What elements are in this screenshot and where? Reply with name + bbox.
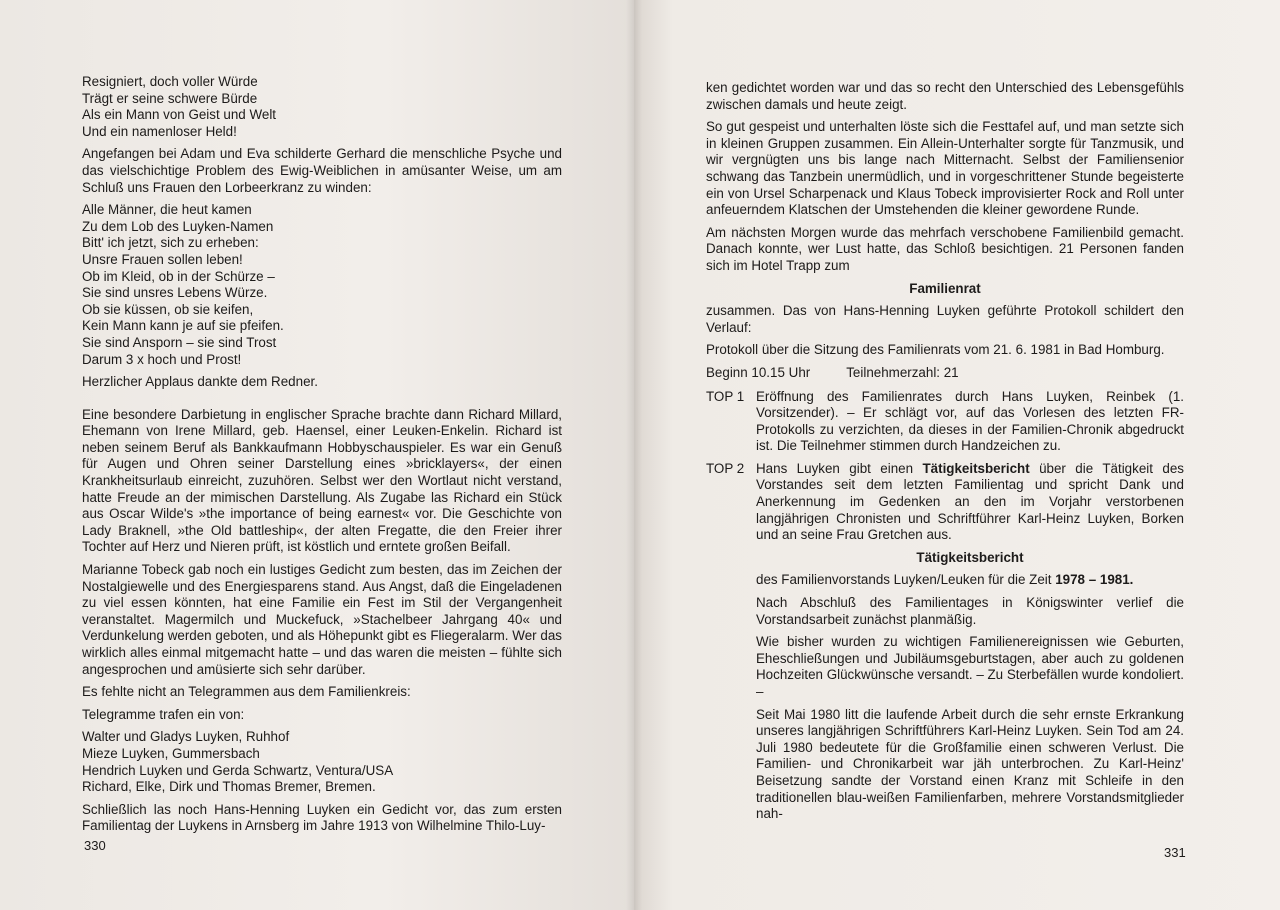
paragraph: Eine besondere Darbietung in englischer Sprache brachte dann Richard Millard, Ehemann von Irene Millard, geb. Haensel, einer Leuken-Enkelin. Richard ist neben seinem Beruf als Bankkaufmann Hobbyschauspieler. Es war ein Genuß für Augen und Ohren seiner Darstellung eines »bricklayers«, der einen Krankheitsurlaub einreicht, zuzuhören. Selbst wer den Wortlaut nicht verstand, hatte Freude an der mimischen Darstellung. Als Zugabe las Richard ein Stück aus Oscar Wilde's »the importance of being earnest« vor. Die Geschichte von Lady Braknell, »the Old battleship«, der alten Fregatte, die den Freier ihrer Tochter auf Herz und Nieren prüft, ist köstlich und erntete großen Beifall. bbox=[82, 406, 562, 555]
verse-line: Trägt er seine schwere Bürde bbox=[82, 90, 258, 106]
sender-line: Richard, Elke, Dirk und Thomas Bremer, Bremen. bbox=[82, 779, 376, 795]
meeting-meta bbox=[706, 365, 1184, 382]
agenda-label: TOP 2 bbox=[706, 460, 745, 476]
agenda-text-part: über die Tätigkeit des Vorstandes seit dem letzten Familientag und spricht Dank und Anerkennung im Gedenken an den im Vorjahr verstorbenen langjährigen Chronisten und Schriftführer Karl-Heinz Luyken, Borken und an seine Frau Gretchen aus. bbox=[756, 460, 1184, 543]
paragraph: So gut gespeist und unterhalten löste sich die Festtafel auf, und man setzte sich in kleinen Gruppen zusammen. Ein Allein-Unterhalter sorgte für Tanzmusik, und wir vergnügten uns bis lange nach Mitternacht. Selbst der Familiensenior schwang das Tanzbein unermüdlich, und in vorgeschrittener Stunde begeisterte ein von Ursel Scharpenack und Klaus Tobeck improvisierter Rock and Roll unter anfeuerndem Klatschen der Umstehenden die kleiner gewordene Runde. bbox=[706, 119, 1184, 218]
paragraph: zusammen. Das von Hans-Henning Luyken geführte Protokoll schildert den Verlauf: bbox=[706, 303, 1184, 335]
section-heading: Familienrat bbox=[909, 280, 981, 296]
paragraph: Wie bisher wurden zu wichtigen Familienereignissen wie Geburten, Eheschließungen und Jubiläumsgeburtstagen, aber auch zu goldenen Hochzeiten Glückwünsche versandt. – Zu Sterbefällen wurde kondoliert. – bbox=[756, 634, 1184, 699]
paragraph: Angefangen bei Adam und Eva schilderte Gerhard die menschliche Psyche und das vielschichtige Problem des Ewig-Weiblichen in amüsanter Weise, um am Schluß uns Frauen den Lorbeerkranz zu winden: bbox=[82, 146, 562, 195]
paragraph: Nach Abschluß des Familientages in Königswinter verlief die Vorstandsarbeit zunächst planmäßig. bbox=[756, 595, 1184, 627]
paragraph bbox=[756, 572, 1184, 589]
sender-line: Mieze Luyken, Gummersbach bbox=[82, 745, 260, 761]
page-number: 331 bbox=[1164, 845, 1186, 860]
verse-line: Bitt' ich jetzt, sich zu erheben: bbox=[82, 235, 259, 251]
meeting-begin: Beginn 10.15 Uhr bbox=[706, 364, 811, 380]
paragraph: ken gedichtet worden war und das so recht den Unterschied des Lebensgefühls zwischen damals und heute zeigt. bbox=[706, 80, 1184, 112]
paragraph: Protokoll über die Sitzung des Familienrats vom 21. 6. 1981 in Bad Homburg. bbox=[706, 342, 1165, 358]
paragraph: Seit Mai 1980 litt die laufende Arbeit durch die sehr ernste Erkrankung unseres langjährigen Schriftführers Karl-Heinz Luyken. Sein Tod am 24. Juli 1980 bedeutete für die Großfamilie einen schweren Verlust. Die Familien- und Chronikarbeit war jäh unterbrochen. Zu Karl-Heinz' Beisetzung sandte der Vorstand einen Kranz mit Schleife in den traditionellen blau-weißen Familienfarben, mehrere Vorstandsmitglieder nah- bbox=[756, 706, 1184, 822]
verse-1 bbox=[82, 74, 562, 140]
agenda-text: Eröffnung des Familienrates durch Hans Luyken, Reinbek (1. Vorsitzender). – Er schlägt vor, auf das Vorlesen des letzten FR-Protokolls zu verzichten, da dieses in der Familien-Chronik abgedruckt ist. Die Teilnehmer stimmen durch Handzeichen zu. bbox=[756, 388, 1184, 454]
right-text-column bbox=[706, 80, 1184, 829]
verse-line: Ob sie küssen, ob sie keifen, bbox=[82, 301, 254, 317]
agenda-label: TOP 1 bbox=[706, 388, 745, 404]
verse-line: Alle Männer, die heut kamen bbox=[82, 202, 252, 218]
page-number: 330 bbox=[84, 838, 106, 853]
section-heading: Tätigkeitsbericht bbox=[916, 549, 1024, 565]
report-text-part: des Familienvorstands Luyken/Leuken für die Zeit bbox=[756, 572, 1056, 588]
verse-line: Darum 3 x hoch und Prost! bbox=[82, 351, 242, 367]
spacer bbox=[82, 397, 562, 407]
right-page bbox=[634, 0, 1280, 910]
verse-line: Sie sind Ansporn – sie sind Trost bbox=[82, 334, 277, 350]
agenda-item-1 bbox=[706, 389, 1184, 455]
agenda-text-part: Hans Luyken gibt einen bbox=[756, 460, 923, 476]
meeting-participants: Teilnehmerzahl: 21 bbox=[846, 364, 959, 380]
book-gutter bbox=[626, 0, 642, 910]
verse-2 bbox=[82, 202, 562, 368]
paragraph: Herzlicher Applaus dankte dem Redner. bbox=[82, 374, 318, 390]
report-block bbox=[756, 550, 1184, 823]
paragraph: Telegramme trafen ein von: bbox=[82, 706, 245, 722]
sender-line: Walter und Gladys Luyken, Ruhhof bbox=[82, 729, 290, 745]
left-page bbox=[0, 0, 634, 910]
sender-line: Hendrich Luyken und Gerda Schwartz, Ventura/USA bbox=[82, 762, 394, 778]
agenda-text-bold: Tätigkeitsbericht bbox=[922, 460, 1030, 476]
telegram-senders bbox=[82, 729, 562, 795]
paragraph: Am nächsten Morgen wurde das mehrfach verschobene Familienbild gemacht. Danach konnte, wer Lust hatte, das Schloß besichtigen. 21 Personen fanden sich im Hotel Trapp zum bbox=[706, 224, 1184, 273]
verse-line: Und ein namenloser Held! bbox=[82, 123, 237, 139]
paragraph: Schließlich las noch Hans-Henning Luyken ein Gedicht vor, das zum ersten Familientag der Luykens in Arnsberg im Jahre 1913 von Wilhelmine Thilo-Luy- bbox=[82, 801, 562, 834]
report-period: 1978 – 1981. bbox=[1055, 572, 1134, 588]
verse-line: Kein Mann kann je auf sie pfeifen. bbox=[82, 318, 284, 334]
verse-line: Zu dem Lob des Luyken-Namen bbox=[82, 218, 274, 234]
verse-line: Als ein Mann von Geist und Welt bbox=[82, 107, 277, 123]
paragraph: Marianne Tobeck gab noch ein lustiges Gedicht zum besten, das im Zeichen der Nostalgiewelle und des Energiesparens stand. Aus Angst, daß die Eingeladenen zu viel essen könnten, hat eine Familie ein Fest im Stil der Vergangenheit veranstaltet. Magermilch und Muckefuck, »Stachelbeer Jahrgang 40« und Verdunkelung werden geboten, und als Höhepunkt gibt es Fliegeralarm. Wer das wirklich alles einmal mitgemacht hatte – und das waren die meisten – fühlte sich angesprochen und amüsierte sich sehr darüber. bbox=[82, 562, 562, 677]
verse-line: Sie sind unsres Lebens Würze. bbox=[82, 285, 268, 301]
verse-line: Unsre Frauen sollen leben! bbox=[82, 251, 243, 267]
left-text-column bbox=[82, 74, 562, 841]
verse-line: Resigniert, doch voller Würde bbox=[82, 74, 258, 89]
agenda-text bbox=[756, 461, 1184, 544]
verse-line: Ob im Kleid, ob in der Schürze – bbox=[82, 268, 275, 284]
paragraph: Es fehlte nicht an Telegrammen aus dem Familienkreis: bbox=[82, 684, 411, 700]
agenda-item-2 bbox=[706, 461, 1184, 544]
